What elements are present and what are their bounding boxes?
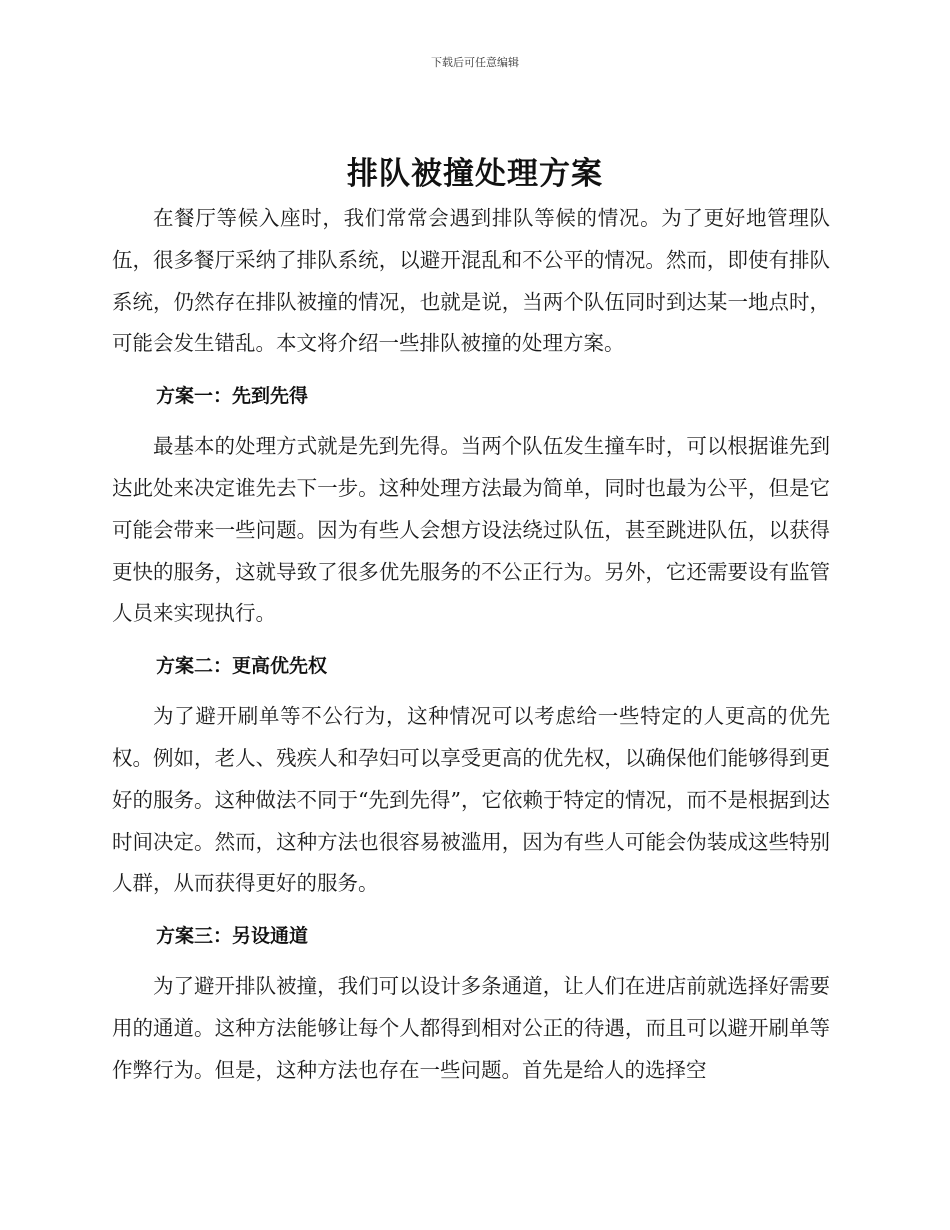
document-body <box>112 198 830 1092</box>
intro-paragraph: 在餐厅等候入座时，我们常常会遇到排队等候的情况。为了更好地管理队伍，很多餐厅采纳了排队系统，以避开混乱和不公平的情况。然而，即使有排队系统，仍然存在排队被撞的情况，也就是说，当两个队伍同时到达某一地点时，可能会发生错乱。本文将介绍一些排队被撞的处理方案。 <box>112 206 830 356</box>
section-heading-3: 方案三：另设通道 <box>156 925 309 948</box>
document-title: 排队被撞处理方案 <box>347 156 603 192</box>
section-paragraph-3: 为了避开排队被撞，我们可以设计多条通道，让人们在进店前就选择好需要用的通道。这种方法能够让每个人都得到相对公正的待遇，而且可以避开刷单等作弊行为。但是，这种方法也存在一些问题。首先是给人的选择空 <box>112 974 830 1082</box>
section-paragraph-1: 最基本的处理方式就是先到先得。当两个队伍发生撞车时，可以根据谁先到达此处来决定谁先去下一步。这种处理方法最为简单，同时也最为公平，但是它可能会带来一些问题。因为有些人会想方设法绕过队伍，甚至跳进队伍，以获得更快的服务，这就导致了很多优先服务的不公正行为。另外，它还需要设有监管人员来实现执行。 <box>112 434 830 626</box>
section-paragraph-2: 为了避开刷单等不公行为，这种情况可以考虑给一些特定的人更高的优先权。例如，老人、残疾人和孕妇可以享受更高的优先权，以确保他们能够得到更好的服务。这种做法不同于“先到先得”，它依赖于特定的情况，而不是根据到达时间决定。然而，这种方法也很容易被滥用，因为有些人可能会伪装成这些特别人群，从而获得更好的服务。 <box>112 704 830 896</box>
header-note: 下载后可任意编辑 <box>431 56 519 69</box>
section-heading-2: 方案二：更高优先权 <box>156 655 328 678</box>
section-heading-1: 方案一：先到先得 <box>156 385 309 408</box>
